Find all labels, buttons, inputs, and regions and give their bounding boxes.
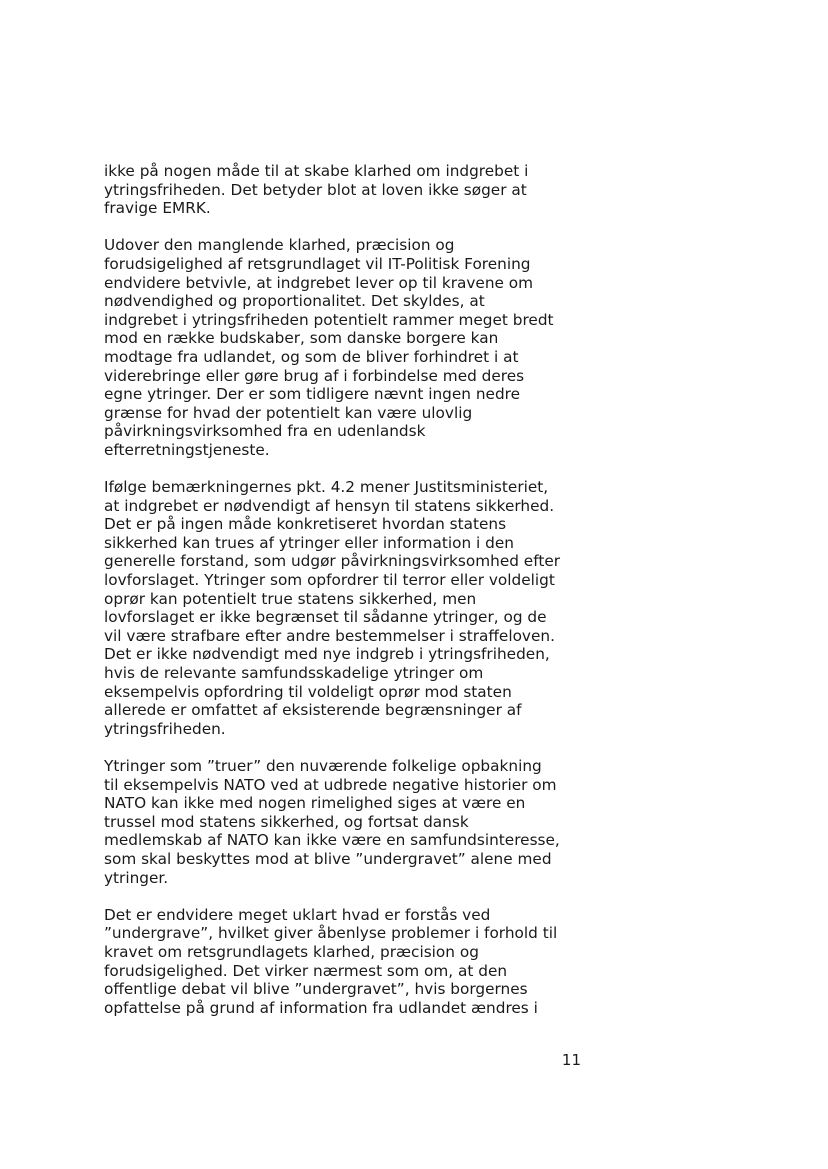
text-line: at indgrebet er nødvendigt af hensyn til statens sikkerhed. xyxy=(104,496,555,515)
text-line: efterretningstjeneste. xyxy=(104,440,270,459)
text-line: lovforslaget. Ytringer som opfordrer til terror eller voldeligt xyxy=(104,571,555,590)
text-line: offentlige debat vil blive ”undergravet”, hvis borgernes xyxy=(104,980,528,999)
text-line: hvis de relevante samfundsskadelige ytringer om xyxy=(104,664,484,683)
text-line: forudsigelighed. Det virker nærmest som om, at den xyxy=(104,961,508,980)
text-line: påvirkningsvirksomhed fra en udenlandsk xyxy=(104,422,426,441)
text-line: grænse for hvad der potentielt kan være ulovlig xyxy=(104,403,473,422)
text-line: eksempelvis opfordring til voldeligt oprør mod staten xyxy=(104,682,512,701)
text-line: oprør kan potentielt true statens sikkerhed, men xyxy=(104,589,477,608)
text-line: egne ytringer. Der er som tidligere nævnt ingen nedre xyxy=(104,385,521,404)
text-line: endvidere betvivle, at indgrebet lever op til kravene om xyxy=(104,273,534,292)
text-line: lovforslaget er ikke begrænset til sådanne ytringer, og de xyxy=(104,608,547,627)
text-line: Det er endvidere meget uklart hvad er forstås ved xyxy=(104,905,491,924)
text-line: Det er på ingen måde konkretiseret hvordan statens xyxy=(104,515,507,534)
text-line: sikkerhed kan trues af ytringer eller information i den xyxy=(104,533,514,552)
text-line: nødvendighed og proportionalitet. Det skyldes, at xyxy=(104,292,485,311)
text-line: fravige EMRK. xyxy=(104,199,211,218)
text-line: mod en række budskaber, som danske borgere kan xyxy=(104,329,499,348)
paragraph xyxy=(104,162,584,218)
text-line: Det er ikke nødvendigt med nye indgreb i ytringsfriheden, xyxy=(104,645,550,664)
text-line: som skal beskyttes mod at blive ”undergravet” alene med xyxy=(104,849,552,868)
paragraph xyxy=(104,236,584,459)
text-line: vil være strafbare efter andre bestemmelser i straffeloven. xyxy=(104,626,555,645)
text-line: NATO kan ikke med nogen rimelighed siges at være en xyxy=(104,794,526,813)
text-line: ytringsfriheden. xyxy=(104,719,226,738)
paragraph xyxy=(104,906,584,1018)
body-text xyxy=(104,162,584,1036)
text-line: kravet om retsgrundlagets klarhed, præcision og xyxy=(104,942,479,961)
text-line: medlemskab af NATO kan ikke være en samfundsinteresse, xyxy=(104,831,560,850)
text-line: ytringer. xyxy=(104,868,169,887)
text-line: ikke på nogen måde til at skabe klarhed om indgrebet i xyxy=(104,162,529,180)
text-line: Udover den manglende klarhed, præcision og xyxy=(104,236,455,255)
paragraph xyxy=(104,478,584,738)
text-line: Ytringer som ”truer” den nuværende folkelige opbakning xyxy=(104,757,542,775)
text-line: opfattelse på grund af information fra udlandet ændres i xyxy=(104,998,538,1017)
text-line: generelle forstand, som udgør påvirkningsvirksomhed efter xyxy=(104,552,561,571)
page-number: 11 xyxy=(561,1051,581,1069)
text-line: til eksempelvis NATO ved at udbrede negative historier om xyxy=(104,775,557,794)
text-line: ”undergrave”, hvilket giver åbenlyse problemer i forhold til xyxy=(104,924,558,943)
paragraph xyxy=(104,757,584,887)
text-line: allerede er omfattet af eksisterende begrænsninger af xyxy=(104,701,522,720)
text-line: indgrebet i ytringsfriheden potentielt rammer meget bredt xyxy=(104,310,554,329)
text-line: viderebringe eller gøre brug af i forbindelse med deres xyxy=(104,366,525,385)
text-line: Ifølge bemærkningernes pkt. 4.2 mener Justitsministeriet, xyxy=(104,478,549,497)
text-line: ytringsfriheden. Det betyder blot at loven ikke søger at xyxy=(104,180,527,199)
text-line: forudsigelighed af retsgrundlaget vil IT-Politisk Forening xyxy=(104,254,531,273)
text-line: modtage fra udlandet, og som de bliver forhindret i at xyxy=(104,347,519,366)
text-line: trussel mod statens sikkerhed, og fortsat dansk xyxy=(104,812,469,831)
